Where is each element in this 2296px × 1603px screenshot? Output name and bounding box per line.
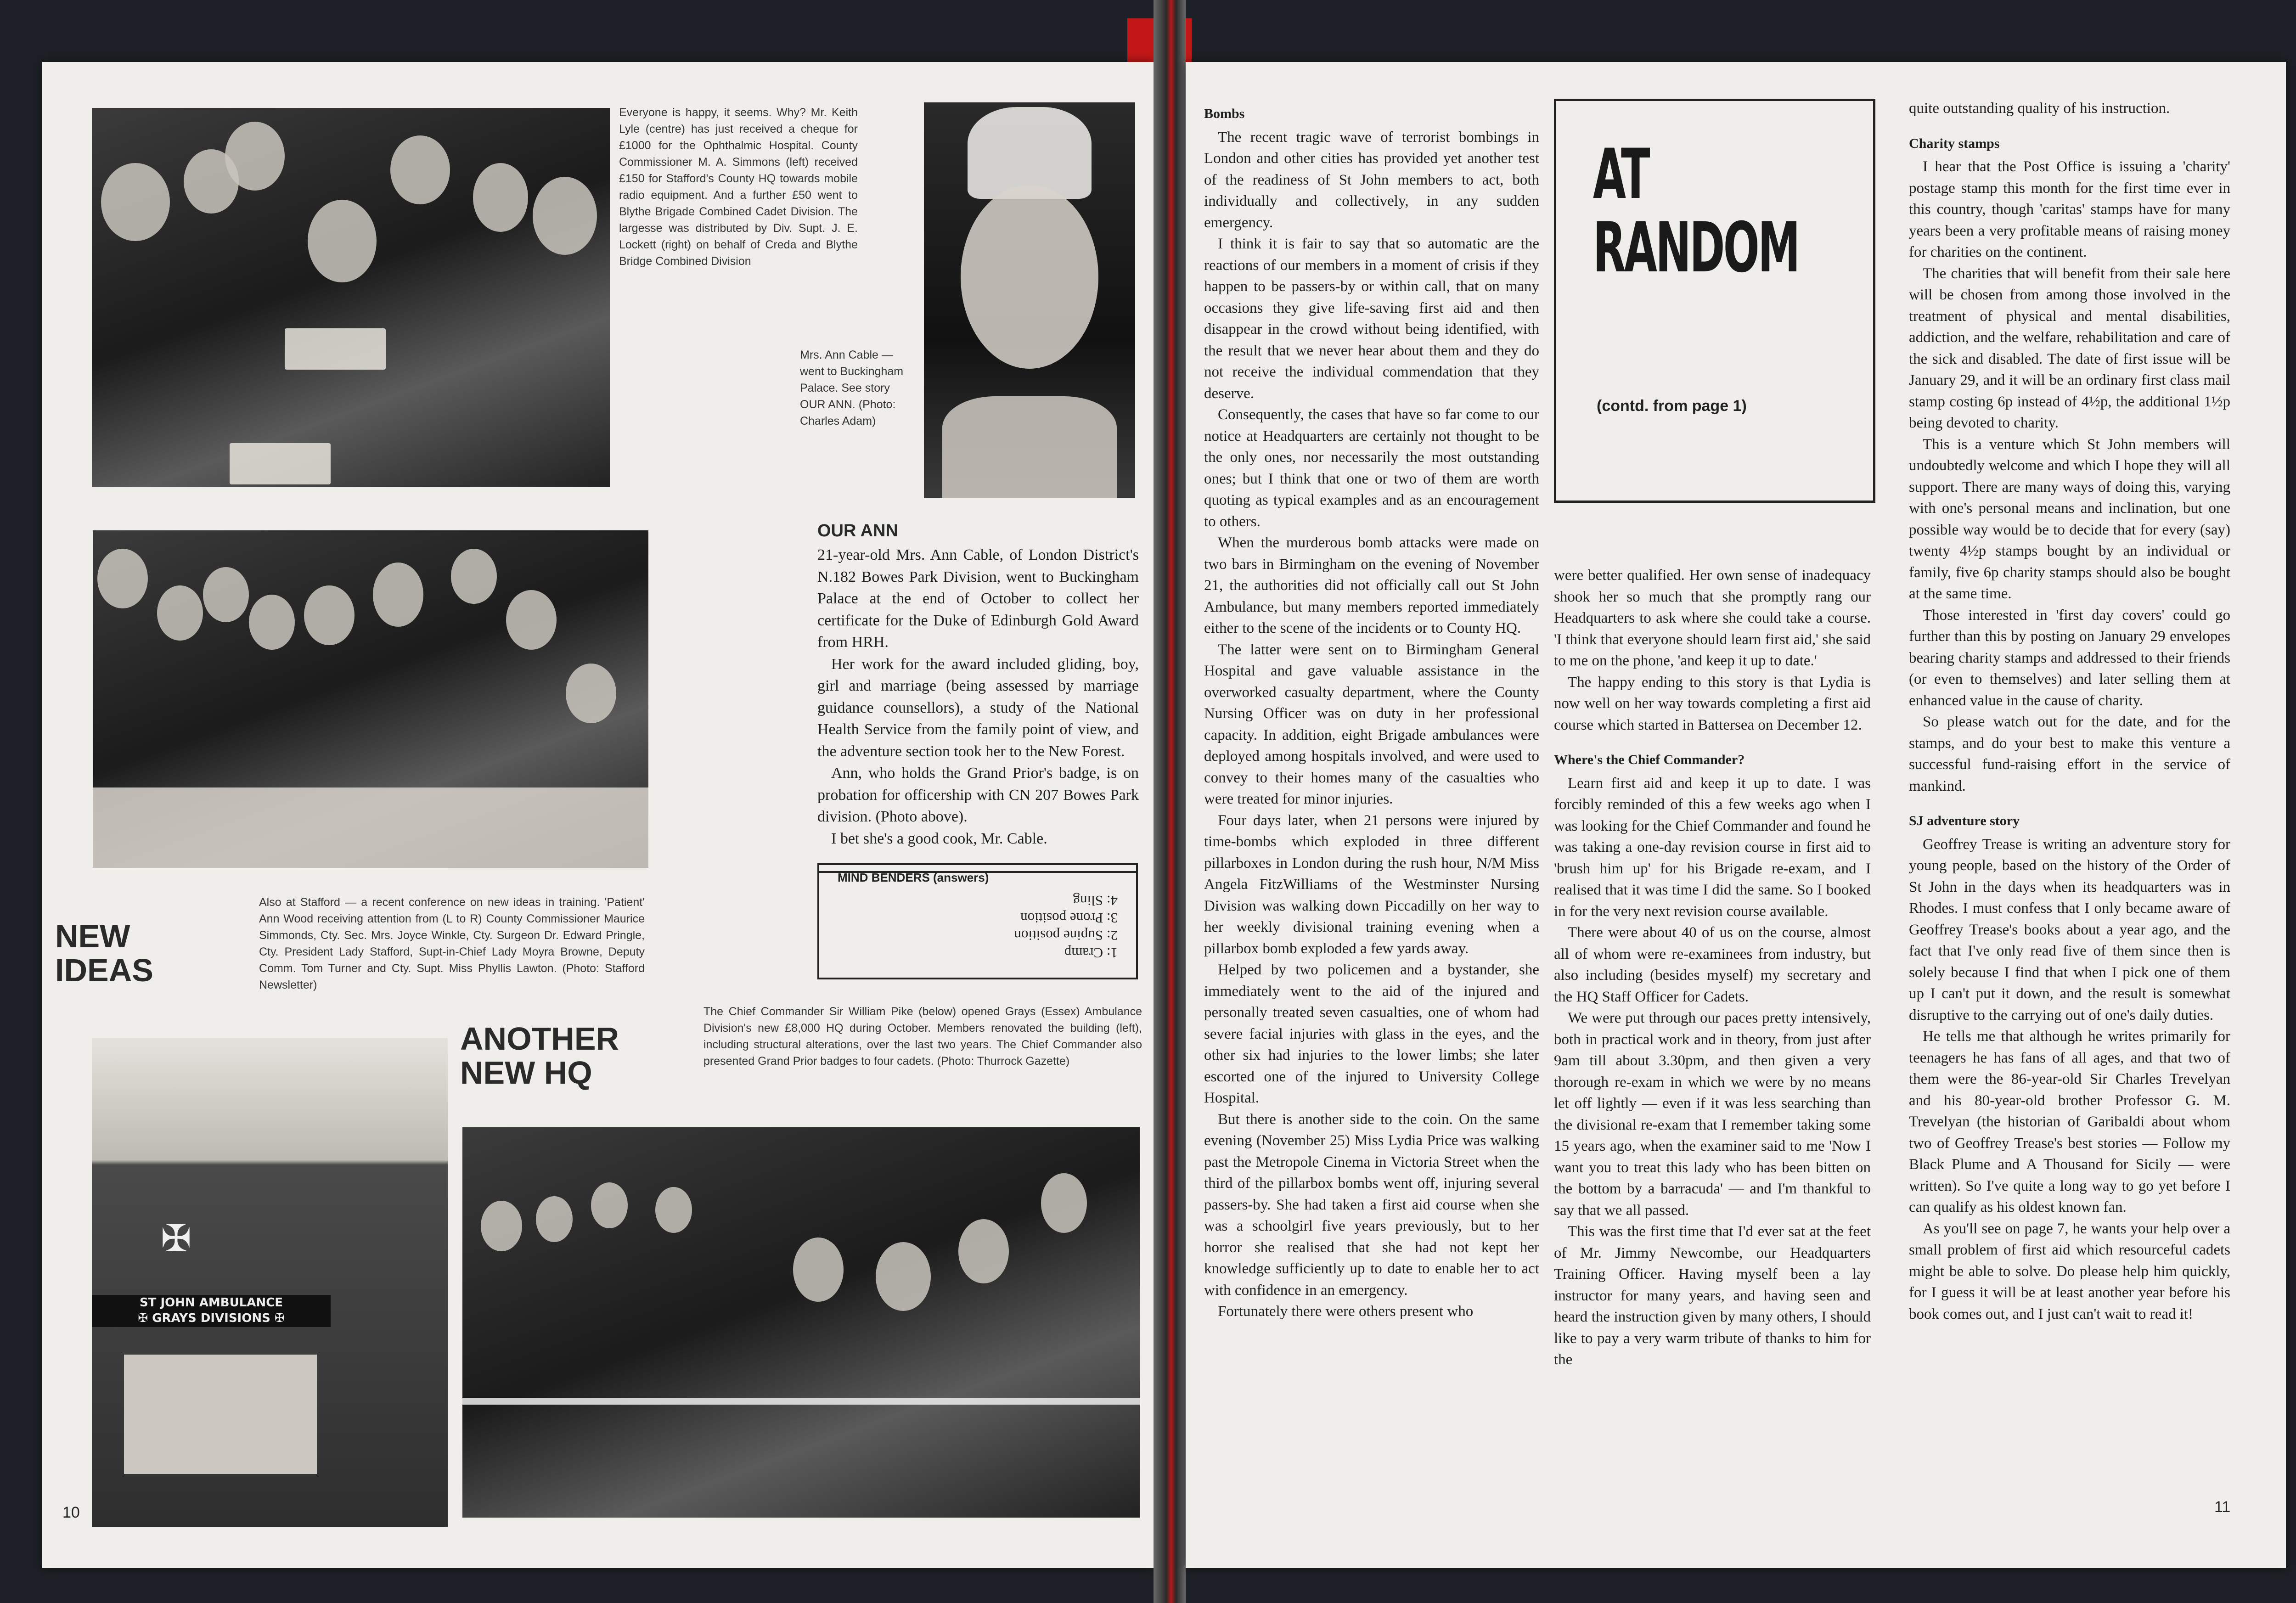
charity-heading: Charity stamps [1909, 135, 2000, 151]
cheque-caption: Everyone is happy, it seems. Why? Mr. Keith Lyle (centre) has just received a cheque for £1000 for the Ophthalmic Hospital. County Commissioner M. A. Simmons (left) received £150 for Stafford's County HQ towards mobile radio equipment. And a further £50 went to Blythe Brigade Combined Cadet Division. The largesse was distributed by Div. Supt. J. E. Lockett (right) on behalf of Creda and Blythe Bridge Combined Division [619, 106, 858, 268]
bombs-column: Bombs The recent tragic wave of terrorist bombings in London and other cities has provided yet another test of the readiness of St John members to act, both individually and collectively, in any sudden emergency. I think it is fair to say that so automatic are the reactions of our members in a moment of crisis if they happen to be passers-by or within call, that on many occasions they give life-saving first aid and then disappear in the crowd without being identified, with the result that we never hear about them and they do not receive the individual commendation that they deserve. Consequently, the cases that have so far come to our notice at Headquarters are certainly not thought to be the only ones, nor necessarily the most outstanding ones; but I think that one or two of them are worth quoting as typical examples and as an encouragement to others. When the murderous bomb attacks were made on two bars in Birmingham on the evening of November 21, the authorities did not officially call out St John Ambulance, but many members reported immediately either to the scene of the incidents or to County HQ. The latter were sent on to Birmingham General Hospital and gave valuable assistance in the overworked casualty department, where the County Nursing Officer was on duty in her professional capacity. In addition, eight Brigade ambulances were deployed among hospitals involved, and were used to convey to their homes many of the casualties who were treated for minor injuries. Four days later, when 21 persons were injured by time-bombs which exploded in three different pillarboxes in London during the rush hour, N/M Miss Angela FitzWilliams of the Westminster Nursing Division was walking down Piccadilly on her way to her weekly divisional training evening when a pillarbox bomb exploded a few yards away. Helped by two policemen and a bystander, she immediately went to the aid of the injured and personally treated seven casualties, one of whom had severe facial injuries with glass in the eyes, and the other six had injuries to the lower limbs; she later escorted one of the injured to University College Hospital. But there is another side to the coin. On the same evening (November 25) Miss Lydia Price was walking past the Metropole Cinema in Victoria Street when the third of the pillarbox bombs went off, injuring several passers-by. She had taken a first aid course when she was a schoolgirl five years previously, but to her horror she realised that she had not kept her knowledge sufficiently up to date to enable her to act with confidence in an emergency. Fortunately there were others present who [1204, 103, 1539, 1322]
building-sign-bottom: ✠ GRAYS DIVISIONS ✠ [138, 1311, 285, 1325]
mind-benders-answer: 2: Supine position [1014, 928, 1118, 944]
new-ideas-heading: NEW IDEAS [55, 918, 153, 988]
at-random-title: AT RANDOM [1593, 135, 1799, 288]
mind-benders-answer: 3: Prone position [1020, 910, 1118, 926]
mind-benders-box [817, 863, 1138, 979]
ribbon-cutting-photo [462, 1127, 1140, 1518]
right-page [1186, 62, 2286, 1568]
at-random-contd: (contd. from page 1) [1597, 397, 1747, 415]
another-new-hq-heading: ANOTHER NEW HQ [460, 1021, 619, 1091]
ann-cable-photo [924, 102, 1135, 498]
mind-benders-title: MIND BENDERS (answers) [838, 871, 989, 884]
chief-commander-column: were better qualified. Her own sense of inadequacy shook her so much that she promptly rang our Headquarters to ask where she could take a course. 'I think that everyone should learn first aid,' she said to me on the phone, 'and keep it up to date.' The happy ending to this story is that Lydia is now well on her way towards completing a first aid course which started in Battersea on December 12. Where's the Chief Commander? Learn first aid and keep it up to date. I was forcibly reminded of this a few weeks ago when I was looking for the Chief Commander and found he was taking a one-day revision course in first aid to 'brush him up' for his Brigade re-exam, and I realised that it was time I did the same. So I booked in for the very next revision course available. There were about 40 of us on the course, almost all of whom were re-examinees from industry, but also including (besides myself) my secretary and the HQ Staff Officer for Cadets. We were put through our paces pretty intensively, both in practical work and in theory, from just after 9am till about 3.30pm, and then given a very thorough re-exam in which we were by no means let off lightly — even if it was less searching than the divisional re-exam that I remember taking some 15 years ago, when the examiner said to me 'Now I want you to treat this lady who has been bitten on the bottom by a barracuda' — and I'm thankful to say that we all passed. This was the first time that I'd ever sat at the feet of Mr. Jimmy Newcombe, our Headquarters Training Officer. Having myself been a lay instructor for many years, and having seen and heard the instruction given by many others, I should like to pay a very warm tribute of thanks to him for the [1554, 567, 1871, 1368]
star-of-life-icon: ✠ [161, 1219, 192, 1259]
at-random-box [1554, 99, 1875, 503]
cheque-presentation-photo [92, 108, 610, 487]
our-ann-heading: OUR ANN [817, 521, 898, 540]
mind-benders-answer: 1: Cramp [1064, 945, 1118, 961]
grays-caption: The Chief Commander Sir William Pike (below) opened Grays (Essex) Ambulance Division's new £8,000 HQ during October. Members renovated the building (left), including structural alterations, over the last two years. The Chief Commander also presented Grand Prior badges to four cadets. (Photo: Thurrock Gazette) [703, 1005, 1142, 1068]
our-ann-article: 21-year-old Mrs. Ann Cable, of London District's N.182 Bowes Park Division, went to Buckingham Palace at the end of October to collect her certificate for the Duke of Edinburgh Gold Award from HRH. Her work for the award included gliding, boy, girl and marriage (being assessed by marriage guidance counsellors), a study of the National Health Service from the family point of view, and the adventure section took her to the New Forest. Ann, who holds the Grand Prior's badge, is on probation for officership with CN 207 Bowes Park division. (Photo above). I bet she's a good cook, Mr. Cable. [817, 546, 1139, 847]
building-sign-top: ST JOHN AMBULANCE [139, 1296, 283, 1310]
right-page-number: 11 [2214, 1498, 2231, 1516]
chief-commander-heading: Where's the Chief Commander? [1554, 752, 1745, 767]
spine-gutter [1154, 0, 1186, 1603]
sj-adventure-heading: SJ adventure story [1909, 813, 2020, 828]
stafford-caption: Also at Stafford — a recent conference on new ideas in training. 'Patient' Ann Wood receiving attention from (L to R) County Commissioner Maurice Simmonds, Cty. Sec. Mrs. Joyce Winkle, Cty. Surgeon Dr. Edward Pringle, Cty. President Lady Stafford, Supt-in-Chief Lady Moyra Browne, Deputy Comm. Tom Turner and Cty. Supt. Miss Phyllis Lawton. (Photo: Stafford Newsletter) [259, 896, 645, 991]
mind-benders-answer: 4: Sling [1073, 893, 1118, 909]
ann-cable-caption: Mrs. Ann Cable — went to Buckingham Palace. See story OUR ANN. (Photo: Charles Adam) [800, 349, 904, 427]
charity-column: quite outstanding quality of his instruction. Charity stamps I hear that the Post Office is issuing a 'charity' postage stamp this month for the first time ever in this country, though 'caritas' stamps have for many years been a very profitable means of raising money for charities on the continent. The charities that will benefit from their sale here will be chosen from among those involved in the treatment of physical and mental disabilities, addiction, and the welfare, rehabilitation and care of the sick and disabled. The date of first issue will be January 29, and it will be an ordinary first class mail stamp costing 6p instead of 4½p, the additional 1½p being devoted to charity. This is a venture which St John members will undoubtedly welcome and which I hope they will all support. There are many ways of doing this, varying with one's personal means and inclination, but one possible way would be to decide that for every (say) twenty 4½p stamps bought by an individual or family, five 6p charity stamps should also be bought at the same time. Those interested in 'first day covers' could go further than this by posting on January 29 envelopes bearing charity stamps and addressed to their friends (or even to themselves) and later selling them at enhanced value in the cause of charity. So please watch out for the date, and for the stamps, and do your best to make this venture a successful fund-raising effort in the service of mankind. SJ adventure story Geoffrey Trease is writing an adventure story for young people, based on the history of the Order of St John in the days when its headquarters was in Rhodes. I must confess that I only became aware of Geoffrey Trease's books about a year ago, and the fact that I've only read five of them since then is solely because I find that when I pick one of them up I can't put it down, and the result is somewhat disruptive to the carrying out of one's daily duties. He tells me that although he writes primarily for teenagers he has fans of all ages, and that two of them were the 86-year-old Sir Charles Trevelyan and his 80-year-old brother Professor G. M. Trevelyan (the historian of Garibaldi about whom two of Geoffrey Trease's best stories — Follow my Black Plume and A Thousand for Sicily — were written). So I've quite a long way to go yet before I can qualify as his oldest known fan. As you'll see on page 7, he wants your help over a small problem of first aid which resourceful cadets might be able to solve. Do please help him quickly, for I guess it will be at least another year before his book comes out, and I just can't wait to read it! [1909, 100, 2230, 1322]
left-page [42, 62, 1154, 1568]
stafford-training-photo [93, 530, 648, 868]
grays-building-photo [92, 1038, 448, 1527]
left-page-number: 10 [62, 1504, 80, 1521]
bombs-heading: Bombs [1204, 106, 1245, 121]
